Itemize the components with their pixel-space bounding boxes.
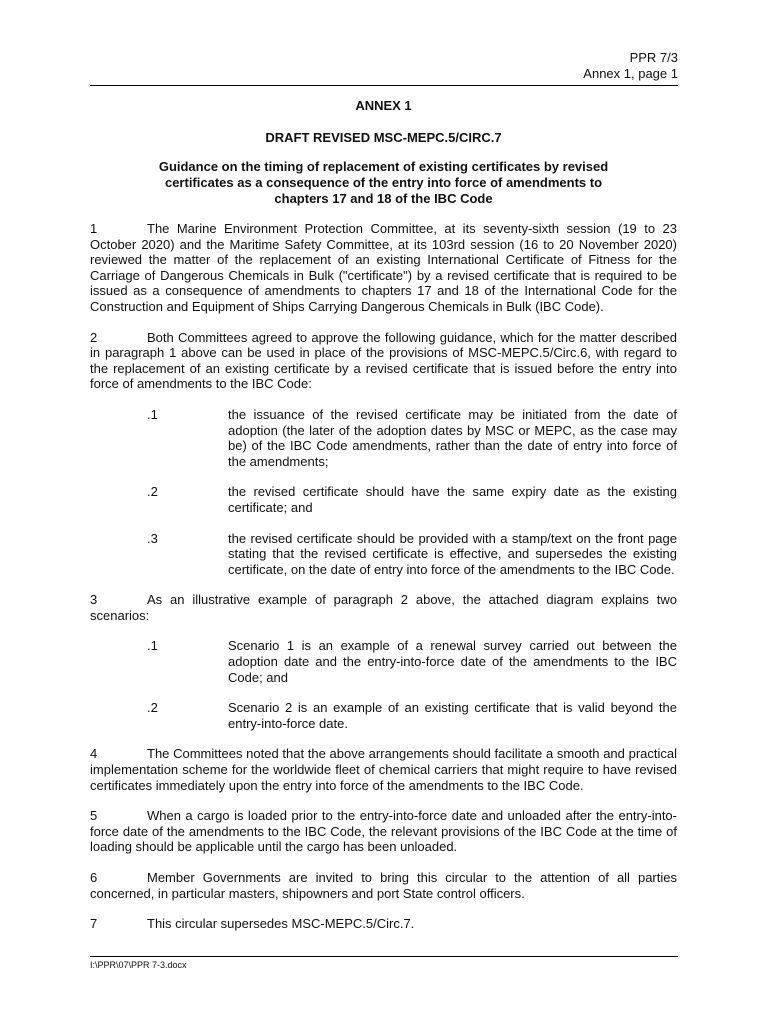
paragraph-number: 3 — [90, 592, 98, 608]
paragraph-number: 5 — [90, 808, 98, 824]
item-number: .1 — [147, 406, 158, 422]
paragraph-text: The Committees noted that the above arrangements should facilitate a smooth and practical implementation scheme for the worldwide fleet of chemical carriers that might require to have revised certificates immediately upon the entry into force of the amendments to the IBC Code. — [90, 746, 677, 793]
annex-title: ANNEX 1 — [355, 98, 412, 113]
paragraph-text: This circular supersedes MSC-MEPC.5/Circ.7. — [147, 916, 415, 932]
file-path: I:\PPR\07\PPR 7-3.docx — [90, 960, 187, 970]
paragraph-7 — [90, 916, 677, 932]
paragraph-text: Member Governments are invited to bring this circular to the attention of all parties concerned, in particular masters, shipowners and port State control officers. — [90, 870, 677, 901]
item-number: .3 — [147, 530, 158, 546]
item-number: .1 — [147, 638, 158, 654]
paragraph-number: 4 — [90, 746, 98, 762]
item-text: the revised certificate should be provided with a stamp/text on the front page stating that the revised certificate is effective, and supersedes the existing certificate, on the date of entry into force of the amendments to the IBC Code. — [228, 530, 677, 577]
guidance-title-line: certificates as a consequence of the entry into force of amendments to — [164, 175, 603, 190]
paragraph-3-item — [90, 700, 677, 731]
paragraph-5 — [90, 808, 677, 855]
footer-divider — [90, 956, 678, 957]
paragraph-number: 7 — [90, 916, 98, 932]
paragraph-4 — [90, 746, 677, 793]
paragraph-number: 6 — [90, 870, 98, 885]
paragraph-3-item — [90, 638, 677, 685]
page-reference: Annex 1, page 1 — [583, 66, 678, 81]
paragraph-1 — [90, 221, 677, 315]
paragraph-number: 2 — [90, 329, 98, 345]
guidance-title — [90, 159, 677, 207]
document-body — [90, 98, 677, 932]
paragraph-6 — [90, 870, 677, 901]
item-text: Scenario 1 is an example of a renewal survey carried out between the adoption date and the entry-into-force date of the amendments to the IBC Code; and — [228, 638, 677, 685]
page-header — [583, 50, 678, 82]
paragraph-2-item — [90, 484, 677, 515]
item-text: the revised certificate should have the same expiry date as the existing certificate; and — [228, 484, 677, 515]
circular-title: DRAFT REVISED MSC-MEPC.5/CIRC.7 — [265, 130, 502, 145]
paragraph-text: As an illustrative example of paragraph 2 above, the attached diagram explains two scenarios: — [90, 592, 677, 623]
paragraph-2-item — [90, 531, 677, 578]
header-divider — [90, 85, 678, 86]
guidance-title-line: chapters 17 and 18 of the IBC Code — [274, 191, 493, 206]
item-number: .2 — [147, 700, 158, 716]
paragraph-text: Both Committees agreed to approve the following guidance, which for the matter described in paragraph 1 above can be used in place of the provisions of MSC-MEPC.5/Circ.6, with regard to the replacement of an existing certificate by a revised certificate that is issued before the entry into force of amendments to the IBC Code: — [90, 329, 677, 392]
item-text: the issuance of the revised certificate may be initiated from the date of adoption (the later of the adoption dates by MSC or MEPC, as the case may be) of the IBC Code amendments, rather than the date of entry into force of the amendments; — [228, 406, 677, 469]
paragraph-text: When a cargo is loaded prior to the entry-into-force date and unloaded after the entry-into-force date of the amendments to the IBC Code, the relevant provisions of the IBC Code at the time of loading should be applicable until the cargo has been unloaded. — [90, 808, 677, 855]
paragraph-3 — [90, 592, 677, 623]
paragraph-text: The Marine Environment Protection Committee, at its seventy-sixth session (19 to 23 October 2020) and the Maritime Safety Committee, at its 103rd session (16 to 20 November 2020) reviewed the matter of the replacement of an existing International Certificate of Fitness for the Carriage of Dangerous Chemicals in Bulk ("certificate") by a revised certificate that is required to be issued as a consequence of amendments to chapters 17 and 18 of the International Code for the Construction and Equipment of Ships Carrying Dangerous Chemicals in Bulk (IBC Code). — [90, 221, 677, 314]
paragraph-2-item — [90, 407, 677, 469]
paragraph-2 — [90, 330, 677, 392]
document-reference: PPR 7/3 — [629, 50, 678, 65]
guidance-title-line: Guidance on the timing of replacement of existing certificates by revised — [158, 159, 609, 174]
paragraph-number: 1 — [90, 221, 98, 236]
item-number: .2 — [147, 484, 158, 500]
item-text: Scenario 2 is an example of an existing certificate that is valid beyond the entry-into-force date. — [228, 700, 677, 731]
